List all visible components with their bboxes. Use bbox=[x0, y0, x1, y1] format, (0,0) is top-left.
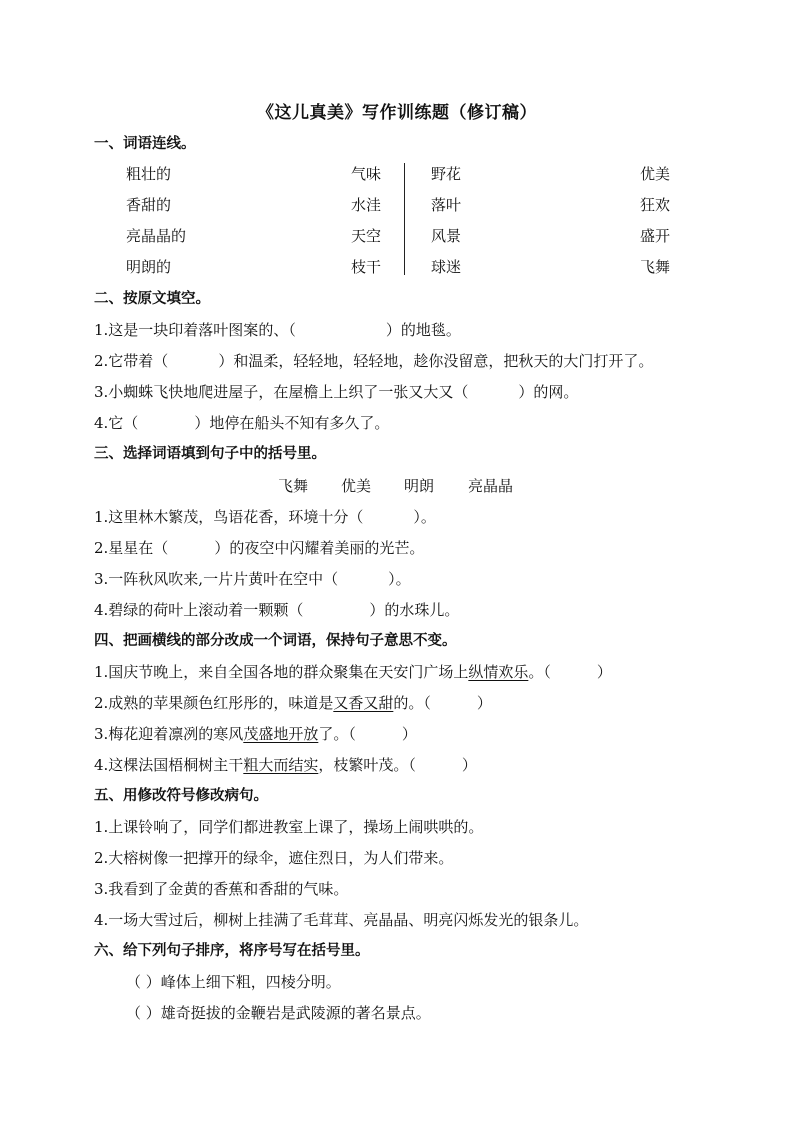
match-left-word-4: 明朗的 bbox=[126, 258, 172, 276]
match-right-word-3: 风景 bbox=[431, 227, 462, 245]
correction-sentence-4: 4.一场大雪过后，柳树上挂满了毛茸茸、亮晶晶、明亮闪烁发光的银条儿。 bbox=[94, 911, 589, 929]
question-text: ） bbox=[401, 725, 417, 743]
underlined-phrase: 纵情欢乐 bbox=[468, 663, 529, 681]
ordering-sentence-2[interactable]: （ ）雄奇挺拔的金鞭岩是武陵源的著名景点。 bbox=[126, 1004, 431, 1022]
question-text: ，枝繁叶茂。（ bbox=[318, 756, 416, 774]
underlined-phrase: 又香又甜 bbox=[333, 694, 394, 712]
ordering-sentence-1[interactable]: （ ）峰体上细下粗，四棱分明。 bbox=[126, 973, 341, 991]
question-text: 2.星星在（ bbox=[94, 539, 169, 557]
question-text: ） bbox=[476, 694, 492, 712]
match-left-target-1: 气味 bbox=[351, 165, 382, 183]
question-text: 1.这是一块印着落叶图案的、（ bbox=[94, 321, 296, 339]
question-text: 的。（ bbox=[393, 694, 431, 712]
question-text: ）。 bbox=[413, 508, 436, 526]
question-text: ） bbox=[461, 756, 477, 774]
section-4-heading: 四、把画横线的部分改成一个词语，保持句子意思不变。 bbox=[94, 633, 457, 649]
question-text: 2.成熟的苹果颜色红彤彤的，味道是 bbox=[94, 694, 334, 712]
match-left-word-3: 亮晶晶的 bbox=[126, 227, 187, 245]
correction-sentence-2: 2.大榕树像一把撑开的绿伞，遮住烈日，为人们带来。 bbox=[94, 849, 454, 867]
match-left-target-2: 水洼 bbox=[351, 196, 382, 214]
fill-question-2 bbox=[94, 351, 653, 371]
choose-question-4 bbox=[94, 600, 459, 620]
rewrite-question-1 bbox=[94, 662, 612, 682]
question-text: ）的地毯。 bbox=[385, 321, 461, 339]
word-option-3: 明朗 bbox=[404, 477, 435, 495]
match-left-word-2: 香甜的 bbox=[126, 196, 172, 214]
match-left-target-4: 枝干 bbox=[351, 258, 382, 276]
question-text: ）和温柔，轻轻地，轻轻地，趁你没留意，把秋天的大门打开了。 bbox=[218, 352, 654, 370]
section-5-heading: 五、用修改符号修改病句。 bbox=[94, 788, 268, 804]
word-option-4: 亮晶晶 bbox=[468, 477, 514, 495]
rewrite-question-3 bbox=[94, 724, 417, 744]
word-option-1: 飞舞 bbox=[278, 477, 309, 495]
question-text: 4.碧绿的荷叶上滚动着一颗颗（ bbox=[94, 601, 304, 619]
question-text: 3.一阵秋风吹来,一片片黄叶在空中（ bbox=[94, 570, 339, 588]
fill-question-4 bbox=[94, 413, 389, 433]
section-6-heading: 六、给下列句子排序，将序号写在括号里。 bbox=[94, 943, 370, 959]
underlined-phrase: 粗大而结实 bbox=[243, 756, 319, 774]
question-text: ）。 bbox=[388, 570, 411, 588]
question-text: ） bbox=[596, 663, 612, 681]
word-option-2: 优美 bbox=[341, 477, 372, 495]
section-2-heading: 二、按原文填空。 bbox=[94, 291, 210, 307]
match-right-target-3: 盛开 bbox=[640, 227, 671, 245]
match-right-target-1: 优美 bbox=[640, 165, 671, 183]
section-1-heading: 一、词语连线。 bbox=[94, 136, 196, 152]
fill-question-3 bbox=[94, 382, 578, 402]
match-right-word-2: 落叶 bbox=[431, 196, 462, 214]
choose-question-2 bbox=[94, 538, 424, 558]
question-text: 3.小蜘蛛飞快地爬进屋子，在屋檐上上织了一张又大又（ bbox=[94, 383, 469, 401]
question-text: 1.国庆节晚上，来自全国各地的群众聚集在天安门广场上 bbox=[94, 663, 469, 681]
question-text: 2.它带着（ bbox=[94, 352, 169, 370]
question-text: ）的夜空中闪耀着美丽的光芒。 bbox=[214, 539, 425, 557]
question-text: ）的网。 bbox=[518, 383, 579, 401]
match-left-target-3: 天空 bbox=[351, 227, 382, 245]
column-divider bbox=[404, 163, 405, 275]
question-text: 。（ bbox=[528, 663, 551, 681]
underlined-phrase: 茂盛地开放 bbox=[243, 725, 319, 743]
section-3-heading: 三、选择词语填到句子中的括号里。 bbox=[94, 446, 326, 462]
rewrite-question-4 bbox=[94, 755, 477, 775]
match-right-word-4: 球迷 bbox=[431, 258, 462, 276]
choose-question-1 bbox=[94, 507, 436, 527]
choose-question-3 bbox=[94, 569, 411, 589]
correction-sentence-3: 3.我看到了金黄的香蕉和香甜的气味。 bbox=[94, 880, 349, 898]
fill-question-1 bbox=[94, 320, 461, 340]
match-right-target-4: 飞舞 bbox=[640, 258, 671, 276]
question-text: 3.梅花迎着凛冽的寒风 bbox=[94, 725, 244, 743]
question-text: ）的水珠儿。 bbox=[369, 601, 460, 619]
match-right-word-1: 野花 bbox=[431, 165, 462, 183]
rewrite-question-2 bbox=[94, 693, 492, 713]
question-text: ）地停在船头不知有多久了。 bbox=[194, 414, 390, 432]
question-text: 了。（ bbox=[318, 725, 356, 743]
question-text: 4.这棵法国梧桐树主干 bbox=[94, 756, 244, 774]
page-title: 《这儿真美》写作训练题（修订稿） bbox=[257, 103, 537, 123]
correction-sentence-1: 1.上课铃响了，同学们都进教室上课了，操场上闹哄哄的。 bbox=[94, 818, 484, 836]
question-text: 1.这里林木繁茂，鸟语花香，环境十分（ bbox=[94, 508, 364, 526]
match-right-target-2: 狂欢 bbox=[640, 196, 671, 214]
match-left-word-1: 粗壮的 bbox=[126, 165, 172, 183]
question-text: 4.它（ bbox=[94, 414, 139, 432]
